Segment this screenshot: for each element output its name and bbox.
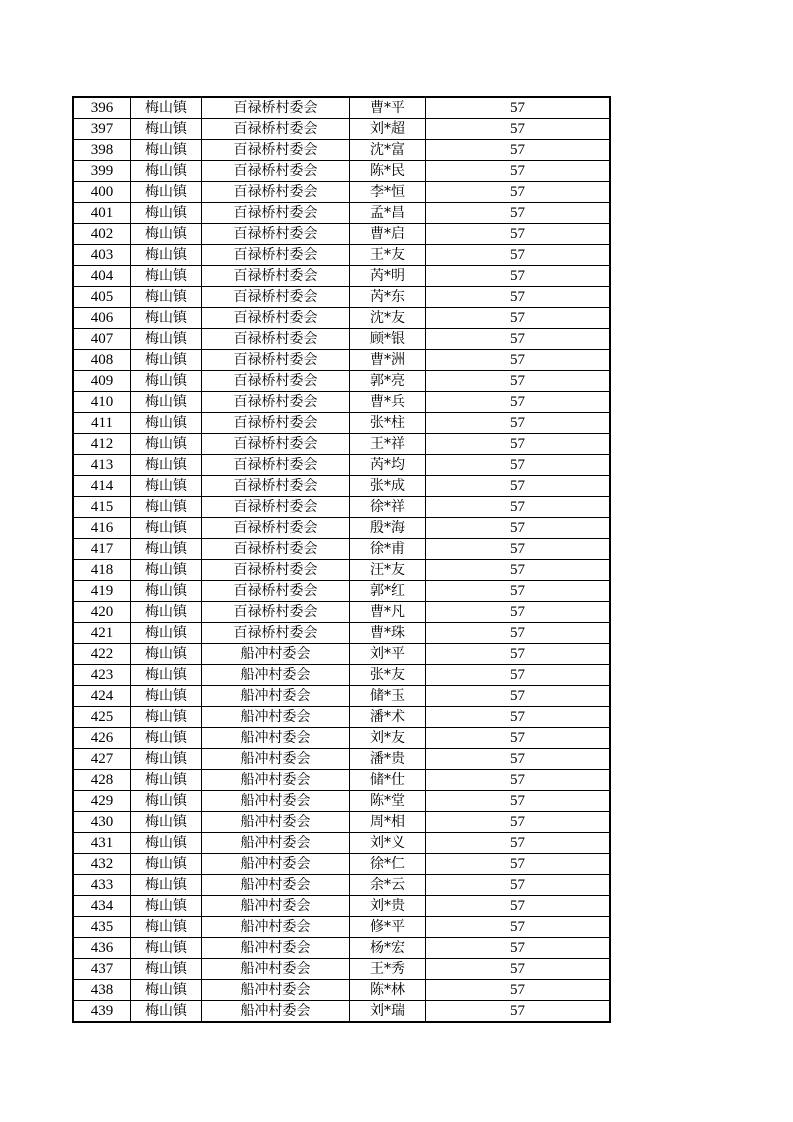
person-name-cell: 殷*海 [350, 518, 426, 539]
row-number-cell: 427 [73, 749, 131, 770]
village-committee-cell: 船冲村委会 [202, 1001, 350, 1023]
town-cell: 梅山镇 [131, 434, 202, 455]
amount-cell: 57 [426, 224, 611, 245]
table-row [73, 980, 610, 1001]
village-committee-cell: 百禄桥村委会 [202, 518, 350, 539]
amount-cell: 57 [426, 161, 611, 182]
amount-cell: 57 [426, 833, 611, 854]
village-committee-cell: 百禄桥村委会 [202, 602, 350, 623]
table-row [73, 623, 610, 644]
village-committee-cell: 百禄桥村委会 [202, 140, 350, 161]
village-committee-cell: 百禄桥村委会 [202, 224, 350, 245]
town-cell: 梅山镇 [131, 97, 202, 119]
row-number-cell: 414 [73, 476, 131, 497]
person-name-cell: 修*平 [350, 917, 426, 938]
table-row [73, 266, 610, 287]
amount-cell: 57 [426, 791, 611, 812]
table-row [73, 707, 610, 728]
village-committee-cell: 百禄桥村委会 [202, 623, 350, 644]
amount-cell: 57 [426, 518, 611, 539]
table-row [73, 1001, 610, 1023]
row-number-cell: 411 [73, 413, 131, 434]
person-name-cell: 李*恒 [350, 182, 426, 203]
amount-cell: 57 [426, 749, 611, 770]
person-name-cell: 徐*甫 [350, 539, 426, 560]
amount-cell: 57 [426, 371, 611, 392]
amount-cell: 57 [426, 97, 611, 119]
town-cell: 梅山镇 [131, 938, 202, 959]
person-name-cell: 张*柱 [350, 413, 426, 434]
person-name-cell: 刘*平 [350, 644, 426, 665]
row-number-cell: 405 [73, 287, 131, 308]
town-cell: 梅山镇 [131, 203, 202, 224]
amount-cell: 57 [426, 476, 611, 497]
table-row [73, 875, 610, 896]
amount-cell: 57 [426, 938, 611, 959]
amount-cell: 57 [426, 1001, 611, 1023]
amount-cell: 57 [426, 686, 611, 707]
town-cell: 梅山镇 [131, 728, 202, 749]
table-row [73, 245, 610, 266]
town-cell: 梅山镇 [131, 371, 202, 392]
amount-cell: 57 [426, 539, 611, 560]
row-number-cell: 423 [73, 665, 131, 686]
town-cell: 梅山镇 [131, 140, 202, 161]
town-cell: 梅山镇 [131, 539, 202, 560]
person-name-cell: 储*玉 [350, 686, 426, 707]
town-cell: 梅山镇 [131, 350, 202, 371]
row-number-cell: 409 [73, 371, 131, 392]
village-committee-cell: 船冲村委会 [202, 938, 350, 959]
table-row [73, 119, 610, 140]
town-cell: 梅山镇 [131, 812, 202, 833]
row-number-cell: 437 [73, 959, 131, 980]
row-number-cell: 410 [73, 392, 131, 413]
table-row [73, 833, 610, 854]
table-row [73, 644, 610, 665]
row-number-cell: 406 [73, 308, 131, 329]
row-number-cell: 430 [73, 812, 131, 833]
row-number-cell: 431 [73, 833, 131, 854]
village-committee-cell: 船冲村委会 [202, 707, 350, 728]
row-number-cell: 425 [73, 707, 131, 728]
person-name-cell: 曹*洲 [350, 350, 426, 371]
row-number-cell: 404 [73, 266, 131, 287]
amount-cell: 57 [426, 728, 611, 749]
row-number-cell: 399 [73, 161, 131, 182]
table-row [73, 182, 610, 203]
row-number-cell: 420 [73, 602, 131, 623]
town-cell: 梅山镇 [131, 119, 202, 140]
table-row [73, 371, 610, 392]
person-name-cell: 顾*银 [350, 329, 426, 350]
person-name-cell: 潘*术 [350, 707, 426, 728]
person-name-cell: 王*秀 [350, 959, 426, 980]
village-committee-cell: 船冲村委会 [202, 791, 350, 812]
village-committee-cell: 百禄桥村委会 [202, 287, 350, 308]
amount-cell: 57 [426, 623, 611, 644]
amount-cell: 57 [426, 266, 611, 287]
row-number-cell: 428 [73, 770, 131, 791]
amount-cell: 57 [426, 350, 611, 371]
town-cell: 梅山镇 [131, 497, 202, 518]
town-cell: 梅山镇 [131, 707, 202, 728]
person-name-cell: 陈*林 [350, 980, 426, 1001]
village-committee-cell: 百禄桥村委会 [202, 97, 350, 119]
row-number-cell: 418 [73, 560, 131, 581]
amount-cell: 57 [426, 602, 611, 623]
village-committee-cell: 船冲村委会 [202, 980, 350, 1001]
town-cell: 梅山镇 [131, 644, 202, 665]
person-name-cell: 刘*贵 [350, 896, 426, 917]
village-committee-cell: 船冲村委会 [202, 770, 350, 791]
town-cell: 梅山镇 [131, 329, 202, 350]
person-name-cell: 储*仕 [350, 770, 426, 791]
person-name-cell: 芮*明 [350, 266, 426, 287]
table-row [73, 560, 610, 581]
row-number-cell: 415 [73, 497, 131, 518]
person-name-cell: 王*祥 [350, 434, 426, 455]
town-cell: 梅山镇 [131, 896, 202, 917]
amount-cell: 57 [426, 434, 611, 455]
town-cell: 梅山镇 [131, 623, 202, 644]
person-name-cell: 郭*亮 [350, 371, 426, 392]
table-row [73, 350, 610, 371]
amount-cell: 57 [426, 644, 611, 665]
town-cell: 梅山镇 [131, 686, 202, 707]
table-row [73, 539, 610, 560]
town-cell: 梅山镇 [131, 917, 202, 938]
village-committee-cell: 百禄桥村委会 [202, 245, 350, 266]
person-name-cell: 汪*友 [350, 560, 426, 581]
village-committee-cell: 百禄桥村委会 [202, 350, 350, 371]
amount-cell: 57 [426, 413, 611, 434]
row-number-cell: 413 [73, 455, 131, 476]
row-number-cell: 421 [73, 623, 131, 644]
amount-cell: 57 [426, 245, 611, 266]
row-number-cell: 435 [73, 917, 131, 938]
town-cell: 梅山镇 [131, 245, 202, 266]
person-name-cell: 沈*富 [350, 140, 426, 161]
village-committee-cell: 船冲村委会 [202, 644, 350, 665]
village-committee-cell: 船冲村委会 [202, 749, 350, 770]
village-committee-cell: 船冲村委会 [202, 917, 350, 938]
village-committee-cell: 百禄桥村委会 [202, 119, 350, 140]
table-row [73, 140, 610, 161]
village-committee-cell: 百禄桥村委会 [202, 266, 350, 287]
row-number-cell: 433 [73, 875, 131, 896]
town-cell: 梅山镇 [131, 413, 202, 434]
village-committee-cell: 百禄桥村委会 [202, 434, 350, 455]
village-committee-cell: 船冲村委会 [202, 875, 350, 896]
table-row [73, 959, 610, 980]
person-name-cell: 曹*兵 [350, 392, 426, 413]
table-body [73, 97, 610, 1022]
table-row [73, 329, 610, 350]
table-row [73, 413, 610, 434]
person-name-cell: 余*云 [350, 875, 426, 896]
village-committee-cell: 百禄桥村委会 [202, 308, 350, 329]
row-number-cell: 398 [73, 140, 131, 161]
person-name-cell: 曹*启 [350, 224, 426, 245]
person-name-cell: 曹*珠 [350, 623, 426, 644]
person-name-cell: 张*友 [350, 665, 426, 686]
person-name-cell: 刘*超 [350, 119, 426, 140]
row-number-cell: 424 [73, 686, 131, 707]
table-row [73, 770, 610, 791]
village-committee-cell: 船冲村委会 [202, 854, 350, 875]
town-cell: 梅山镇 [131, 476, 202, 497]
table-row [73, 665, 610, 686]
village-committee-cell: 百禄桥村委会 [202, 476, 350, 497]
person-name-cell: 曹*凡 [350, 602, 426, 623]
village-committee-cell: 船冲村委会 [202, 686, 350, 707]
town-cell: 梅山镇 [131, 875, 202, 896]
person-name-cell: 芮*均 [350, 455, 426, 476]
town-cell: 梅山镇 [131, 560, 202, 581]
row-number-cell: 422 [73, 644, 131, 665]
amount-cell: 57 [426, 896, 611, 917]
village-committee-cell: 船冲村委会 [202, 959, 350, 980]
town-cell: 梅山镇 [131, 581, 202, 602]
amount-cell: 57 [426, 770, 611, 791]
town-cell: 梅山镇 [131, 308, 202, 329]
town-cell: 梅山镇 [131, 665, 202, 686]
town-cell: 梅山镇 [131, 287, 202, 308]
row-number-cell: 412 [73, 434, 131, 455]
amount-cell: 57 [426, 287, 611, 308]
row-number-cell: 432 [73, 854, 131, 875]
table-row [73, 686, 610, 707]
village-committee-cell: 百禄桥村委会 [202, 392, 350, 413]
village-committee-cell: 船冲村委会 [202, 665, 350, 686]
town-cell: 梅山镇 [131, 980, 202, 1001]
amount-cell: 57 [426, 182, 611, 203]
village-committee-cell: 船冲村委会 [202, 728, 350, 749]
table-row [73, 518, 610, 539]
amount-cell: 57 [426, 329, 611, 350]
village-committee-cell: 百禄桥村委会 [202, 455, 350, 476]
town-cell: 梅山镇 [131, 161, 202, 182]
village-committee-cell: 船冲村委会 [202, 833, 350, 854]
village-committee-cell: 百禄桥村委会 [202, 329, 350, 350]
table-row [73, 392, 610, 413]
town-cell: 梅山镇 [131, 182, 202, 203]
amount-cell: 57 [426, 707, 611, 728]
person-name-cell: 徐*仁 [350, 854, 426, 875]
table-row [73, 455, 610, 476]
amount-cell: 57 [426, 455, 611, 476]
table-row [73, 896, 610, 917]
village-committee-cell: 百禄桥村委会 [202, 161, 350, 182]
table-row [73, 224, 610, 245]
table-row [73, 434, 610, 455]
amount-cell: 57 [426, 854, 611, 875]
village-committee-cell: 百禄桥村委会 [202, 182, 350, 203]
table-row [73, 812, 610, 833]
village-committee-cell: 百禄桥村委会 [202, 539, 350, 560]
table-row [73, 938, 610, 959]
table-row [73, 917, 610, 938]
village-committee-cell: 百禄桥村委会 [202, 560, 350, 581]
table-row [73, 791, 610, 812]
row-number-cell: 434 [73, 896, 131, 917]
row-number-cell: 408 [73, 350, 131, 371]
person-name-cell: 周*相 [350, 812, 426, 833]
amount-cell: 57 [426, 665, 611, 686]
person-name-cell: 刘*义 [350, 833, 426, 854]
row-number-cell: 419 [73, 581, 131, 602]
table-row [73, 854, 610, 875]
town-cell: 梅山镇 [131, 749, 202, 770]
village-committee-cell: 百禄桥村委会 [202, 413, 350, 434]
table-row [73, 97, 610, 119]
town-cell: 梅山镇 [131, 791, 202, 812]
amount-cell: 57 [426, 203, 611, 224]
row-number-cell: 438 [73, 980, 131, 1001]
village-committee-cell: 百禄桥村委会 [202, 581, 350, 602]
person-name-cell: 张*成 [350, 476, 426, 497]
row-number-cell: 407 [73, 329, 131, 350]
table-row [73, 749, 610, 770]
person-name-cell: 郭*红 [350, 581, 426, 602]
amount-cell: 57 [426, 308, 611, 329]
table-row [73, 308, 610, 329]
table-row [73, 728, 610, 749]
town-cell: 梅山镇 [131, 854, 202, 875]
person-name-cell: 芮*东 [350, 287, 426, 308]
person-name-cell: 刘*瑞 [350, 1001, 426, 1023]
village-committee-cell: 百禄桥村委会 [202, 203, 350, 224]
table-row [73, 602, 610, 623]
person-name-cell: 沈*友 [350, 308, 426, 329]
amount-cell: 57 [426, 119, 611, 140]
row-number-cell: 402 [73, 224, 131, 245]
person-name-cell: 王*友 [350, 245, 426, 266]
amount-cell: 57 [426, 812, 611, 833]
row-number-cell: 426 [73, 728, 131, 749]
town-cell: 梅山镇 [131, 833, 202, 854]
person-name-cell: 曹*平 [350, 97, 426, 119]
town-cell: 梅山镇 [131, 1001, 202, 1023]
amount-cell: 57 [426, 875, 611, 896]
person-name-cell: 潘*贵 [350, 749, 426, 770]
row-number-cell: 416 [73, 518, 131, 539]
person-name-cell: 陈*堂 [350, 791, 426, 812]
amount-cell: 57 [426, 497, 611, 518]
person-name-cell: 杨*宏 [350, 938, 426, 959]
village-committee-cell: 船冲村委会 [202, 896, 350, 917]
town-cell: 梅山镇 [131, 455, 202, 476]
amount-cell: 57 [426, 980, 611, 1001]
village-committee-cell: 百禄桥村委会 [202, 497, 350, 518]
amount-cell: 57 [426, 560, 611, 581]
row-number-cell: 400 [73, 182, 131, 203]
table-row [73, 581, 610, 602]
row-number-cell: 436 [73, 938, 131, 959]
person-name-cell: 陈*民 [350, 161, 426, 182]
town-cell: 梅山镇 [131, 959, 202, 980]
table-row [73, 497, 610, 518]
person-name-cell: 孟*昌 [350, 203, 426, 224]
town-cell: 梅山镇 [131, 602, 202, 623]
village-committee-cell: 百禄桥村委会 [202, 371, 350, 392]
amount-cell: 57 [426, 392, 611, 413]
town-cell: 梅山镇 [131, 224, 202, 245]
table-row [73, 203, 610, 224]
row-number-cell: 439 [73, 1001, 131, 1023]
amount-cell: 57 [426, 140, 611, 161]
town-cell: 梅山镇 [131, 266, 202, 287]
row-number-cell: 403 [73, 245, 131, 266]
row-number-cell: 429 [73, 791, 131, 812]
town-cell: 梅山镇 [131, 518, 202, 539]
amount-cell: 57 [426, 581, 611, 602]
table-row [73, 476, 610, 497]
person-name-cell: 刘*友 [350, 728, 426, 749]
row-number-cell: 417 [73, 539, 131, 560]
amount-cell: 57 [426, 959, 611, 980]
row-number-cell: 401 [73, 203, 131, 224]
row-number-cell: 397 [73, 119, 131, 140]
row-number-cell: 396 [73, 97, 131, 119]
town-cell: 梅山镇 [131, 770, 202, 791]
village-committee-cell: 船冲村委会 [202, 812, 350, 833]
town-cell: 梅山镇 [131, 392, 202, 413]
subsidy-list-table [72, 96, 611, 1023]
person-name-cell: 徐*祥 [350, 497, 426, 518]
table-row [73, 161, 610, 182]
amount-cell: 57 [426, 917, 611, 938]
table-row [73, 287, 610, 308]
